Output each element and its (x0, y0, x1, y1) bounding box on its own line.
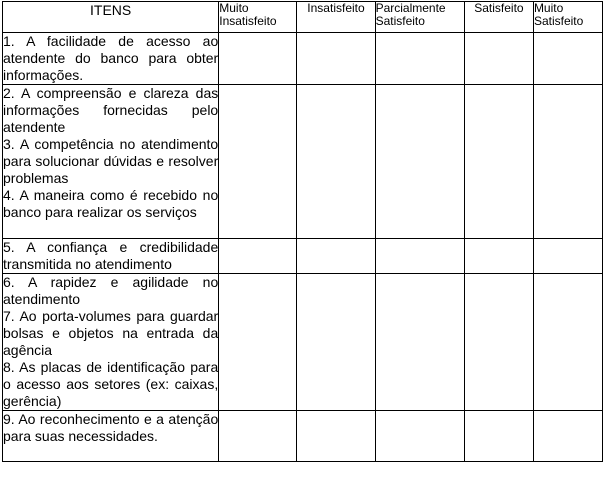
rating-cell-very-dissatisfied[interactable] (219, 411, 297, 462)
survey-item-text: 1. A facilidade de acesso ao atendente do banco para obter informações. (3, 33, 219, 83)
rating-cell-very-dissatisfied[interactable] (219, 85, 297, 239)
survey-item-text: 4. A maneira como é recebido no banco para realizar os serviços (3, 187, 219, 220)
table-header-row (3, 2, 603, 33)
rating-header-very-dissatisfied: Muito Insatisfeito (219, 2, 297, 33)
satisfaction-survey-table (2, 1, 603, 462)
rating-cell-dissatisfied[interactable] (297, 85, 375, 239)
survey-item-text: 7. Ao porta-volumes para guardar bolsas e objetos na entrada da agência (3, 308, 219, 358)
rating-header-partially-satisfied: Parcialmente Satisfeito (375, 2, 464, 33)
items-column-header: ITENS (3, 2, 219, 33)
rating-header-satisfied: Satisfeito (464, 2, 533, 33)
rating-cell-dissatisfied[interactable] (297, 239, 375, 274)
rating-cell-partially-satisfied[interactable] (375, 411, 464, 462)
survey-item-text: 5. A confiança e credibilidade transmitida no atendimento (3, 239, 219, 272)
table-row (3, 411, 603, 462)
rating-cell-dissatisfied[interactable] (297, 411, 375, 462)
item-cell (3, 33, 219, 85)
rating-cell-satisfied[interactable] (464, 85, 533, 239)
survey-item-text: 9. Ao reconhecimento e a atenção para suas necessidades. (3, 411, 219, 444)
rating-cell-very-satisfied[interactable] (533, 239, 602, 274)
rating-cell-dissatisfied[interactable] (297, 274, 375, 411)
item-cell (3, 239, 219, 274)
rating-cell-very-satisfied[interactable] (533, 85, 602, 239)
survey-item-text: 2. A compreensão e clareza das informações fornecidas pelo atendente (3, 85, 219, 135)
rating-cell-very-satisfied[interactable] (533, 33, 602, 85)
rating-cell-very-dissatisfied[interactable] (219, 274, 297, 411)
table-row (3, 239, 603, 274)
rating-cell-satisfied[interactable] (464, 274, 533, 411)
item-cell (3, 411, 219, 462)
survey-item-text: 6. A rapidez e agilidade no atendimento (3, 274, 219, 307)
rating-cell-satisfied[interactable] (464, 239, 533, 274)
rating-cell-partially-satisfied[interactable] (375, 33, 464, 85)
rating-cell-dissatisfied[interactable] (297, 33, 375, 85)
rating-header-very-satisfied: Muito Satisfeito (533, 2, 602, 33)
rating-cell-very-dissatisfied[interactable] (219, 239, 297, 274)
table-row (3, 33, 603, 85)
rating-cell-satisfied[interactable] (464, 33, 533, 85)
rating-cell-satisfied[interactable] (464, 411, 533, 462)
rating-cell-very-satisfied[interactable] (533, 274, 602, 411)
rating-cell-partially-satisfied[interactable] (375, 274, 464, 411)
survey-item-text: 3. A competência no atendimento para solucionar dúvidas e resolver problemas (3, 136, 219, 186)
rating-cell-partially-satisfied[interactable] (375, 85, 464, 239)
survey-item-text: 8. As placas de identificação para o acesso aos setores (ex: caixas, gerência) (3, 359, 219, 409)
table-row (3, 274, 603, 411)
rating-cell-very-dissatisfied[interactable] (219, 33, 297, 85)
item-cell (3, 274, 219, 411)
item-cell (3, 85, 219, 239)
rating-cell-very-satisfied[interactable] (533, 411, 602, 462)
rating-header-dissatisfied: Insatisfeito (297, 2, 375, 33)
table-row (3, 85, 603, 239)
rating-cell-partially-satisfied[interactable] (375, 239, 464, 274)
